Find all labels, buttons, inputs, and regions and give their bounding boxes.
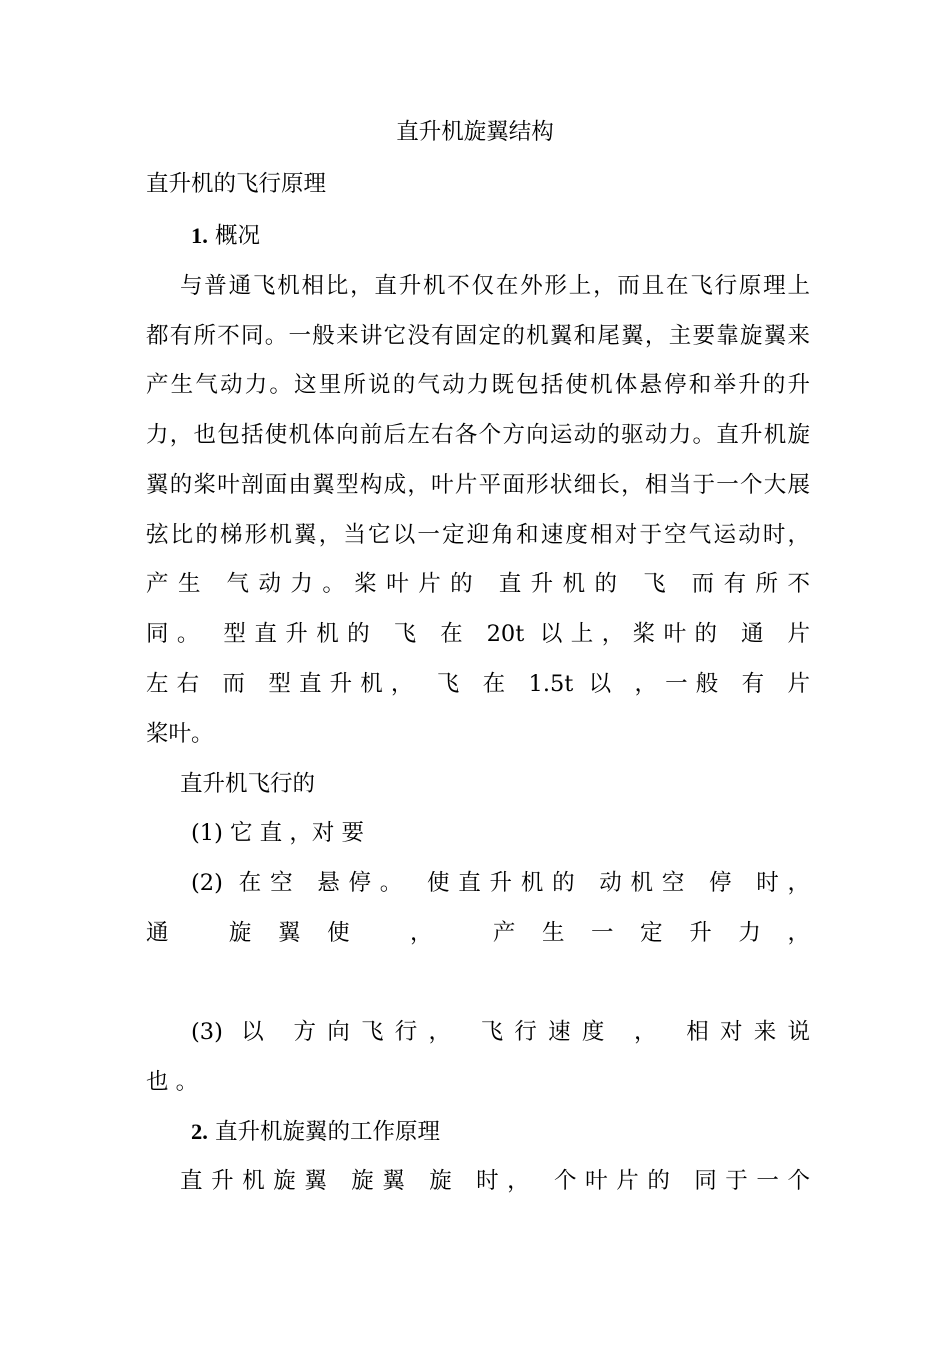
list-item-2-line-1: (2) 在空 悬停。 使直升机的 动机空 停 时，	[191, 870, 810, 896]
section-2-heading	[191, 1117, 440, 1147]
section-1-heading	[191, 221, 260, 251]
paragraph-1-line-10: 桨叶。	[146, 721, 214, 747]
paragraph-2: 直升机飞行的	[180, 771, 316, 797]
paragraph-1-line-6: 弦比的梯形机翼，当它以一定迎角和速度相对于空气运动时，	[146, 522, 810, 548]
section-1-number: 1.	[191, 223, 208, 248]
section-2-number: 2.	[191, 1119, 208, 1144]
paragraph-1-line-7: 产生 气动力。桨叶片的 直升机的 飞 而有所不	[146, 571, 810, 597]
section-heading: 直升机的飞行原理	[146, 171, 327, 197]
section-1-label: 概况	[215, 223, 261, 249]
list-item-1: (1) 它 直 ，对 要	[191, 820, 364, 846]
paragraph-1-line-8: 同。 型直升机的 飞 在 20t 以上，桨叶的 通 片	[146, 621, 810, 647]
list-item-3-line-2: 也 。	[146, 1069, 199, 1095]
list-item-3-line-1: (3) 以 方向飞行， 飞行速度 ， 相对来说	[191, 1019, 810, 1045]
paragraph-3-line-1: 直升机旋翼 旋翼 旋 时， 个叶片的 同于一个	[180, 1168, 810, 1194]
section-2-label: 直升机旋翼的工作原理	[215, 1119, 441, 1145]
paragraph-1-line-4: 力，也包括使机体向前后左右各个方向运动的驱动力。直升机旋	[146, 422, 810, 448]
paragraph-1-line-2: 都有所不同。一般来讲它没有固定的机翼和尾翼，主要靠旋翼来	[146, 323, 810, 349]
paragraph-1-line-5: 翼的桨叶剖面由翼型构成，叶片平面形状细长，相当于一个大展	[146, 472, 810, 498]
document-title: 直升机旋翼结构	[396, 119, 554, 145]
list-item-2-line-3	[146, 967, 810, 997]
list-item-2-line-2: 通 旋翼使 ， 产生一定升力，	[146, 920, 810, 946]
paragraph-1-line-3: 产生气动力。这里所说的气动力既包括使机体悬停和举升的升	[146, 372, 810, 398]
paragraph-1-line-9: 左右 而 型直升机， 飞 在 1.5t 以 ，一般 有 片	[146, 671, 810, 697]
paragraph-1-line-1: 与普通飞机相比，直升机不仅在外形上，而且在飞行原理上	[180, 273, 810, 299]
